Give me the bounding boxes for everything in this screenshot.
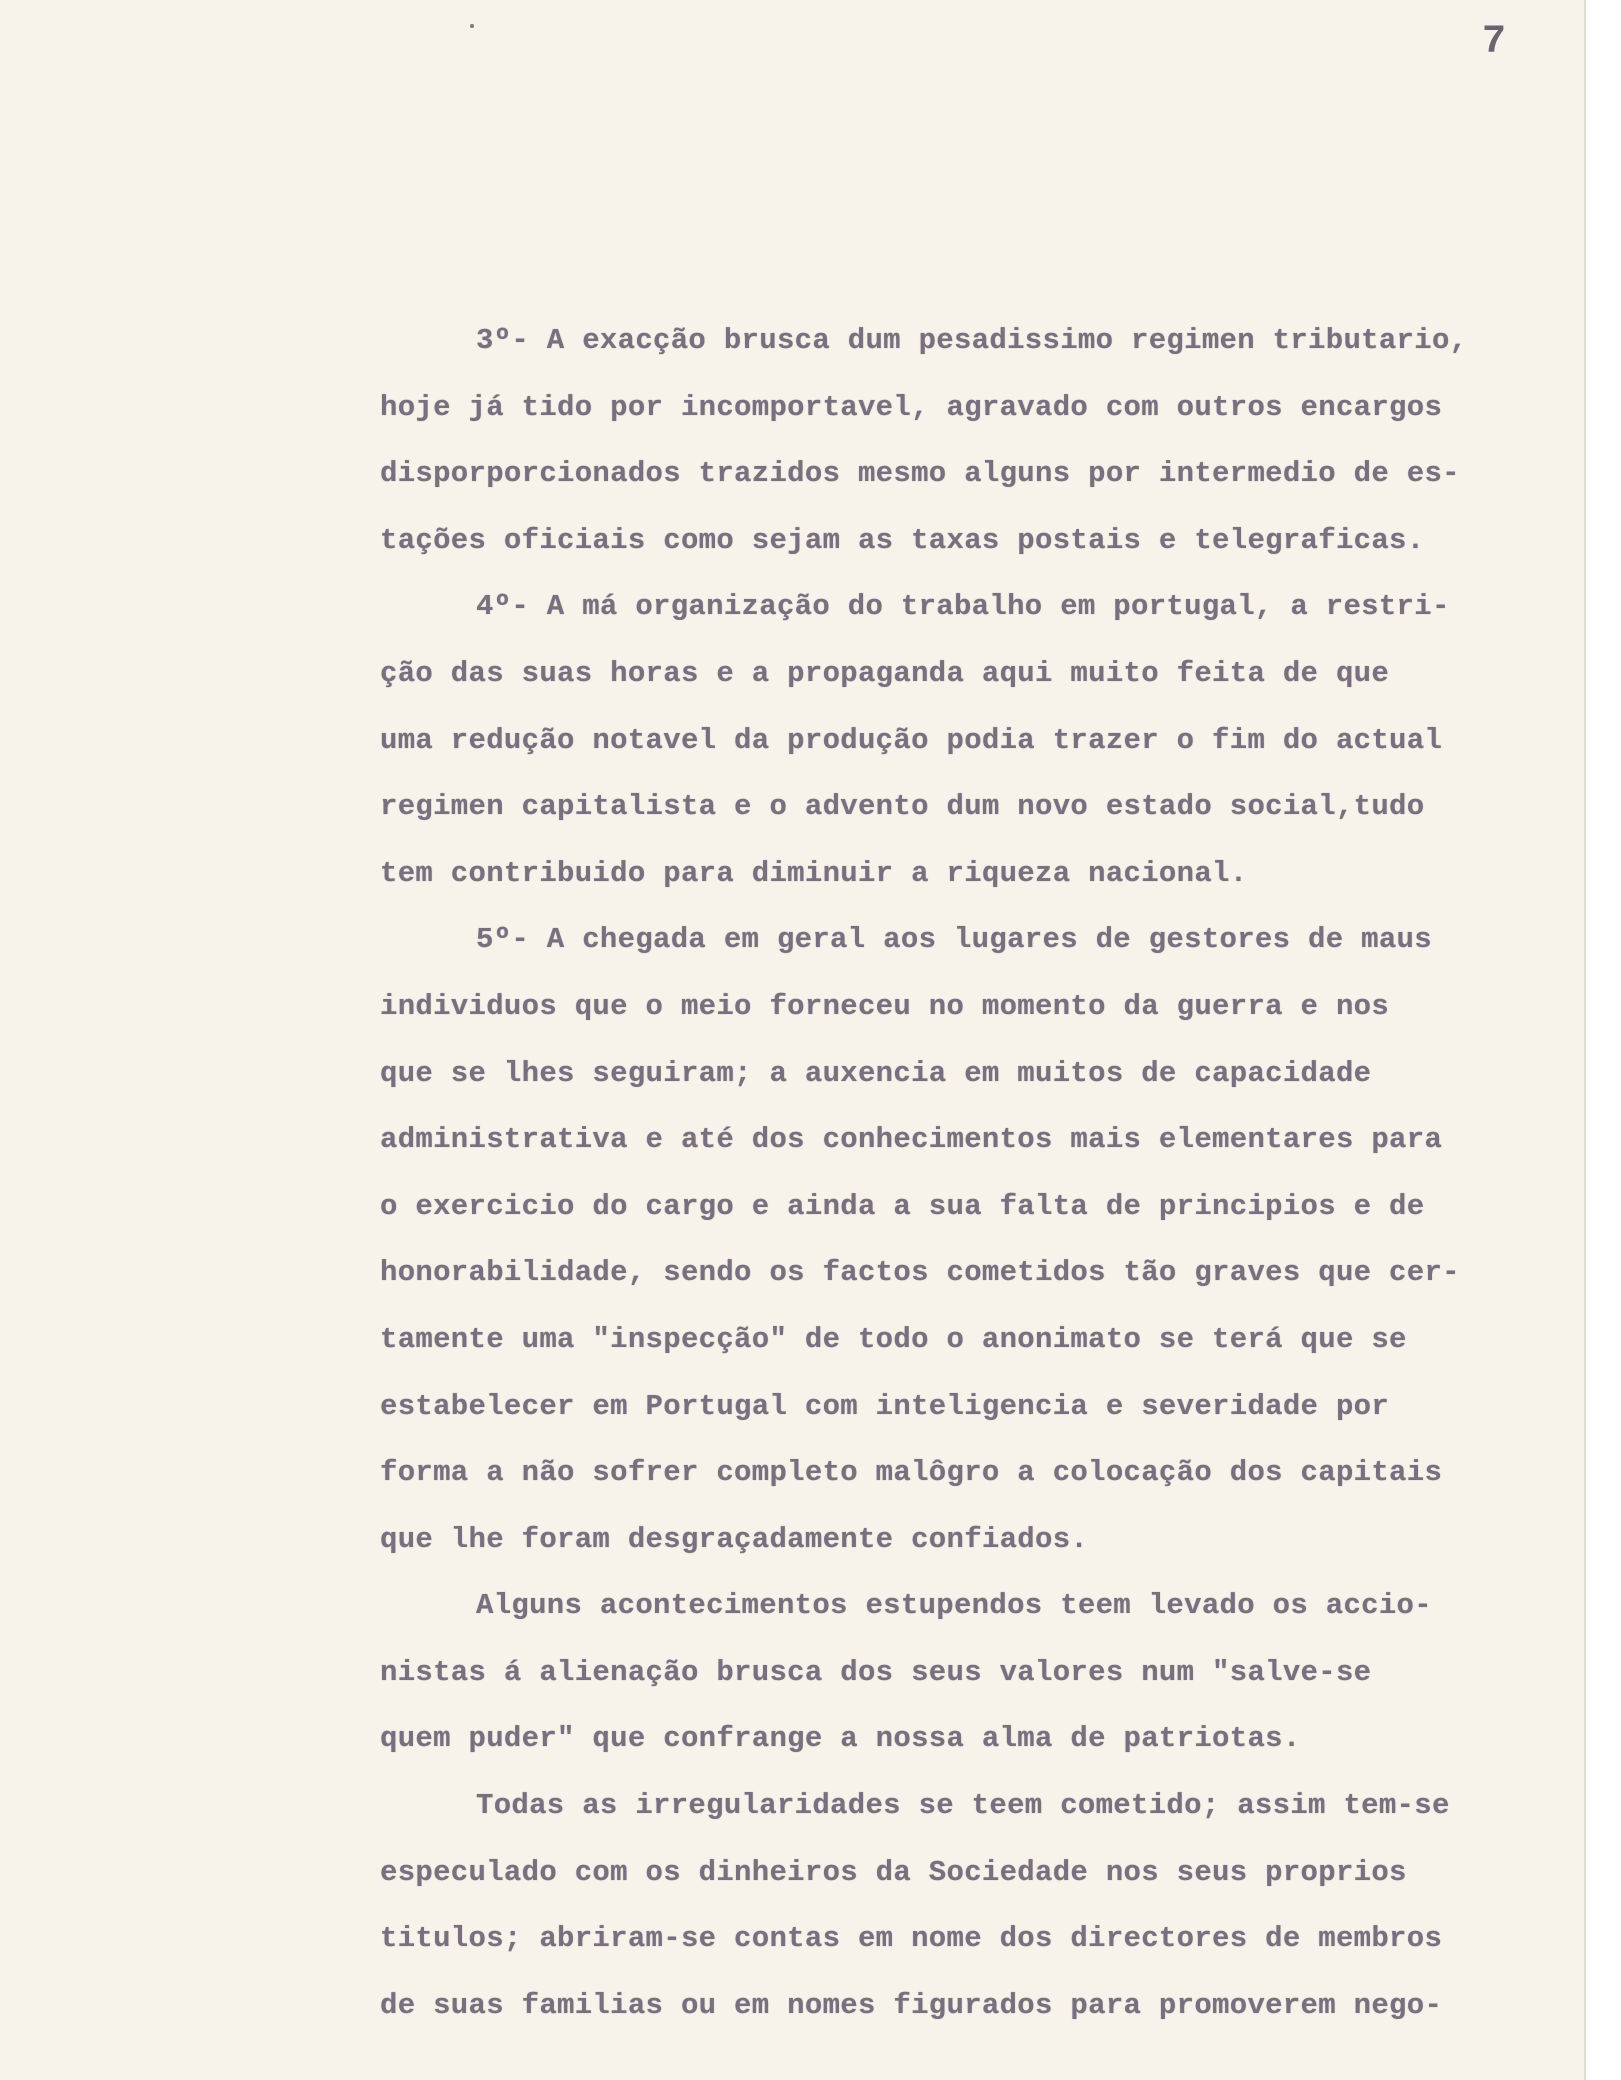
page-number: 7	[1482, 20, 1507, 65]
text-line: tem contribuido para diminuir a riqueza nacional.	[380, 856, 1248, 890]
text-line: tações oficiais como sejam as taxas postais e telegraficas.	[380, 523, 1425, 557]
text-line: forma a não sofrer completo malôgro a colocação dos capitais	[380, 1456, 1443, 1490]
text-line: ção das suas horas e a propaganda aqui muito feita de que	[380, 656, 1390, 690]
text-line: disporporcionados trazidos mesmo alguns por intermedio de es-	[380, 457, 1460, 491]
text-line: administrativa e até dos conhecimentos mais elementares para	[380, 1123, 1443, 1157]
text-line: honorabilidade, sendo os factos cometidos tão graves que cer-	[380, 1256, 1460, 1290]
text-line: nistas á alienação brusca dos seus valores num "salve-se	[380, 1655, 1372, 1689]
text-line: o exercicio do cargo e ainda a sua falta de principios e de	[380, 1189, 1425, 1223]
text-line: de suas familias ou em nomes figurados para promoverem nego-	[380, 1988, 1443, 2022]
text-line: especulado com os dinheiros da Sociedade nos seus proprios	[380, 1855, 1407, 1889]
text-line: uma redução notavel da produção podia trazer o fim do actual	[380, 723, 1443, 757]
scan-edge	[1586, 0, 1621, 2080]
ink-speck	[470, 24, 474, 28]
text-line: tamente uma "inspecção" de todo o anonimato se terá que se	[380, 1322, 1407, 1356]
text-line: estabelecer em Portugal com inteligencia e severidade por	[380, 1389, 1390, 1423]
text-line: individuos que o meio forneceu no momento da guerra e nos	[380, 989, 1390, 1023]
text-line: 5º- A chegada em geral aos lugares de gestores de maus	[476, 923, 1432, 957]
text-line: hoje já tido por incomportavel, agravado com outros encargos	[380, 390, 1443, 424]
text-line: quem puder" que confrange a nossa alma de patriotas.	[380, 1722, 1301, 1756]
text-line: 3º- A exacção brusca dum pesadissimo regimen tributario,	[476, 324, 1468, 357]
text-line: 4º- A má organização do trabalho em portugal, a restri-	[476, 590, 1450, 624]
document-body	[380, 308, 1570, 2039]
text-line: Todas as irregularidades se teem cometido; assim tem-se	[476, 1789, 1450, 1823]
text-line: regimen capitalista e o advento dum novo estado social,tudo	[380, 790, 1425, 824]
text-line: que se lhes seguiram; a auxencia em muitos de capacidade	[380, 1056, 1372, 1090]
text-line: que lhe foram desgraçadamente confiados.	[380, 1522, 1089, 1556]
text-line: titulos; abriram-se contas em nome dos directores de membros	[380, 1922, 1443, 1956]
text-line: Alguns acontecimentos estupendos teem levado os accio-	[476, 1589, 1432, 1623]
